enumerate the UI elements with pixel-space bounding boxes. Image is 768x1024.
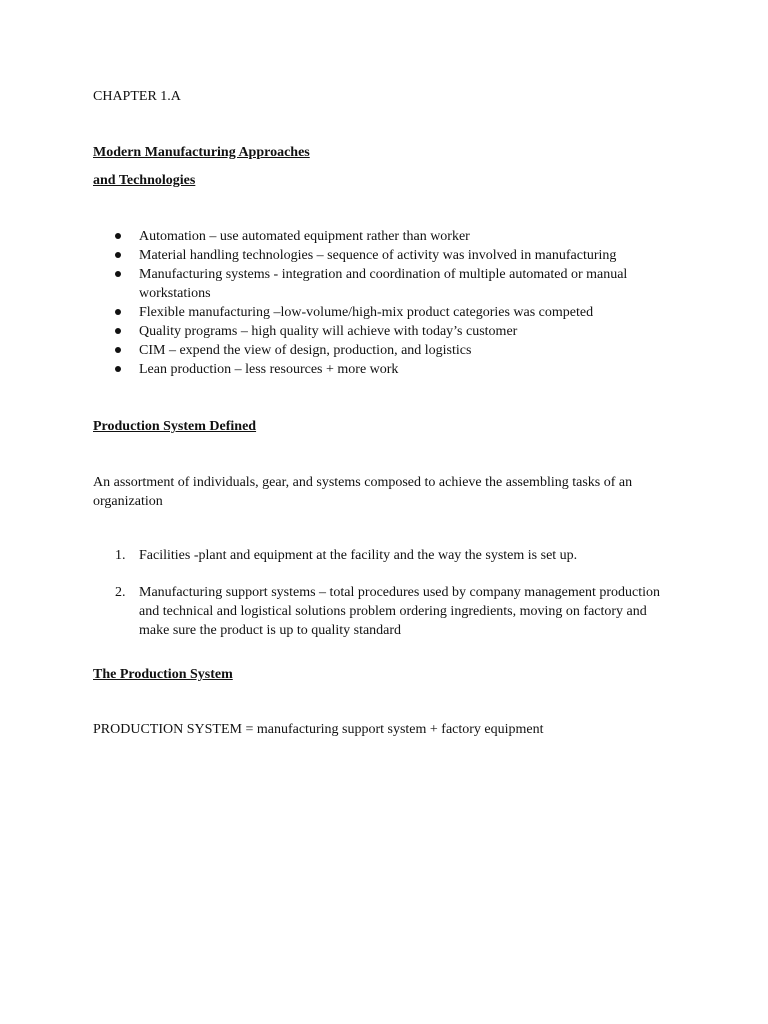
section-heading-production-system-defined: Production System Defined xyxy=(93,419,257,434)
bullet-icon xyxy=(115,271,121,277)
list-item: CIM – expend the view of design, production, and logistics xyxy=(0,341,679,360)
list-item: Manufacturing systems - integration and coordination of multiple automated or manual workstations xyxy=(0,265,679,303)
bullet-icon xyxy=(115,347,121,353)
bullet-icon xyxy=(115,309,121,315)
section-heading-modern-manufacturing: Modern Manufacturing Approaches xyxy=(93,145,310,160)
item-text: Manufacturing support systems – total procedures used by company management production and technical and logistical solutions problem ordering ingredients, moving on factory and make sure the product is up to quality standard xyxy=(139,585,660,638)
section-heading-the-production-system: The Production System xyxy=(93,667,233,682)
list-item: Material handling technologies – sequence of activity was involved in manufacturing xyxy=(0,246,679,265)
list-item: Lean production – less resources + more work xyxy=(0,360,679,379)
list-item: Automation – use automated equipment rather than worker xyxy=(0,227,679,246)
bullet-icon xyxy=(115,328,121,334)
chapter-label: CHAPTER 1.A xyxy=(93,89,181,104)
item-number: 1. xyxy=(115,548,126,563)
bullet-icon xyxy=(115,252,121,258)
list-item: Flexible manufacturing –low-volume/high-mix product categories was competed xyxy=(0,303,679,322)
bullet-icon xyxy=(115,366,121,372)
section-heading-modern-manufacturing-cont: and Technologies xyxy=(93,173,196,188)
item-text: Facilities -plant and equipment at the facility and the way the system is set up. xyxy=(139,548,578,563)
technologies-bullet-list xyxy=(0,227,768,379)
production-system-equation: PRODUCTION SYSTEM = manufacturing support system + factory equipment xyxy=(93,722,544,737)
item-number: 2. xyxy=(115,585,126,600)
list-item: Quality programs – high quality will achieve with today’s customer xyxy=(0,322,679,341)
bullet-icon xyxy=(115,233,121,239)
definition-paragraph: An assortment of individuals, gear, and systems composed to achieve the assembling tasks of an organization xyxy=(93,475,633,509)
